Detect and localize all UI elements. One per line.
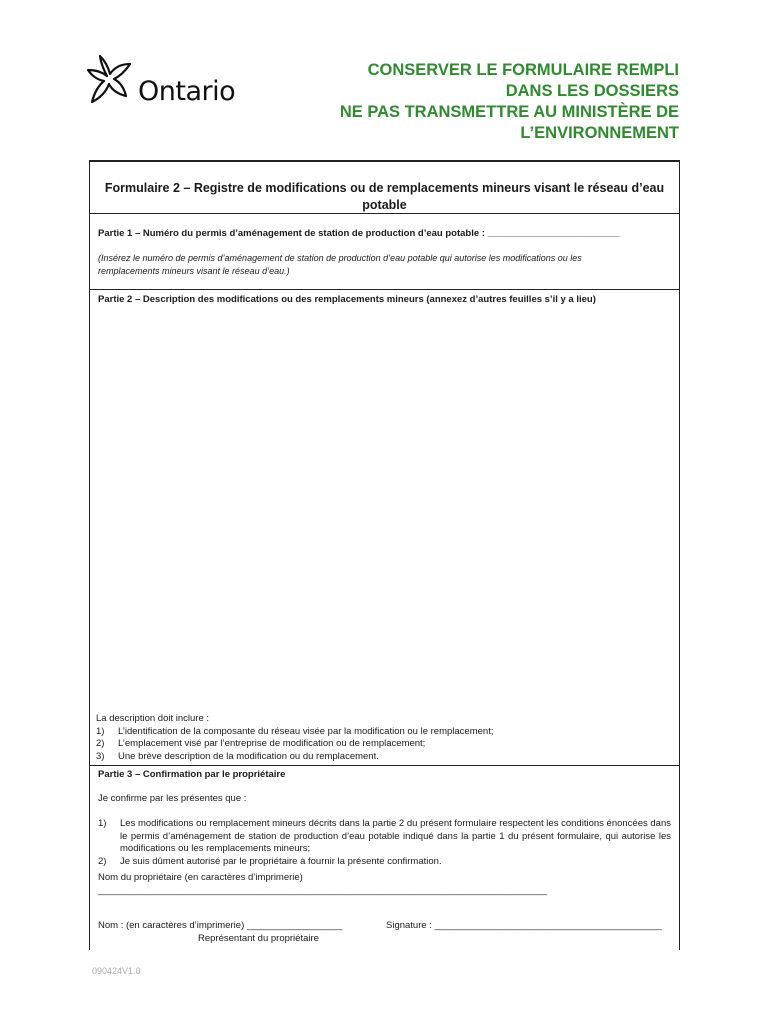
retention-notice bbox=[259, 60, 679, 144]
form-title bbox=[90, 162, 679, 214]
instruction-text: L’identification de la composante du réseau visée par la modification ou le remplacement; bbox=[118, 725, 494, 737]
notice-line-3: NE PAS TRANSMETTRE AU MINISTÈRE DE bbox=[339, 103, 679, 121]
form-container bbox=[89, 160, 680, 950]
instruction-number: 1) bbox=[96, 725, 105, 737]
instruction-text: L’emplacement visé par l’entreprise de modification ou de remplacement; bbox=[118, 738, 426, 749]
notice-line-2: DANS LES DOSSIERS bbox=[505, 82, 679, 100]
confirmation-text: Je suis dûment autorisé par le propriétaire à fournir la présente confirmation. bbox=[120, 855, 442, 867]
instruction-text: Une brève description de la modification ou du remplacement. bbox=[118, 750, 379, 762]
confirmation-list bbox=[98, 818, 671, 868]
notice-line-4: L’ENVIRONNEMENT bbox=[520, 124, 679, 142]
part-3-label: Partie 3 – Confirmation par le propriétaire bbox=[98, 769, 286, 780]
signature-field[interactable]: Signature : ___________________________________________ bbox=[386, 920, 662, 931]
part-2-section[interactable] bbox=[90, 290, 679, 766]
part-1-note-line-2: remplacements mineurs visant le réseau d’eau.) bbox=[98, 266, 290, 276]
form-title-line-2: potable bbox=[362, 198, 407, 212]
instruction-number: 3) bbox=[96, 750, 105, 762]
part-3-intro: Je confirme par les présentes que : bbox=[98, 793, 247, 804]
instruction-item bbox=[96, 751, 493, 764]
owner-name-field[interactable]: _____________________________________________________________________________________ bbox=[98, 885, 548, 896]
form-title-line-1: Formulaire 2 – Registre de modifications ou de remplacements mineurs visant le réseau d’eau bbox=[104, 181, 665, 195]
part-1-section bbox=[90, 214, 679, 290]
part-1-label[interactable]: Partie 1 – Numéro du permis d’aménagement de station de production d’eau potable : _________________________ bbox=[98, 228, 620, 239]
notice-line-1: CONSERVER LE FORMULAIRE REMPLI bbox=[367, 61, 679, 79]
part-1-note-line-1: (Insérez le numéro de permis d’aménagement de station de production d’eau potable qui autorise les modifications ou les bbox=[98, 253, 582, 263]
part-3-section bbox=[90, 766, 679, 944]
instruction-number: 2) bbox=[96, 738, 105, 749]
trillium-icon bbox=[86, 52, 136, 108]
form-version-code: 090424V1.0 bbox=[92, 966, 141, 976]
representative-name-field[interactable]: Nom : (en caractères d’imprimerie) __________________ bbox=[98, 920, 342, 931]
part-2-instructions bbox=[96, 713, 493, 763]
logo-wordmark: Ontario bbox=[138, 76, 236, 107]
confirmation-text: Les modifications ou remplacement mineurs décrits dans la partie 2 du présent formulaire respectent les conditions énoncées dans le permis d’aménagement de station de production d’eau potable indiqué dans la partie 1 du présent formulaire, qui autorise les modifications ou les remplacements mineurs; bbox=[120, 818, 671, 854]
confirmation-number: 2) bbox=[98, 855, 107, 867]
instructions-intro: La description doit inclure : bbox=[96, 713, 210, 724]
ontario-logo bbox=[86, 52, 246, 108]
confirmation-number: 1) bbox=[98, 818, 107, 829]
signature-row bbox=[98, 920, 671, 931]
confirmation-item bbox=[98, 856, 671, 869]
part-2-label: Partie 2 – Description des modifications ou des remplacements mineurs (annexez d’autres feuilles s’il y a lieu) bbox=[98, 294, 596, 305]
part-1-note bbox=[98, 252, 671, 278]
instruction-item bbox=[96, 738, 493, 751]
instruction-item bbox=[96, 726, 493, 739]
owner-name-label: Nom du propriétaire (en caractères d’imprimerie) bbox=[98, 872, 303, 883]
confirmation-item bbox=[98, 818, 671, 856]
representative-caption: Représentant du propriétaire bbox=[198, 933, 319, 944]
